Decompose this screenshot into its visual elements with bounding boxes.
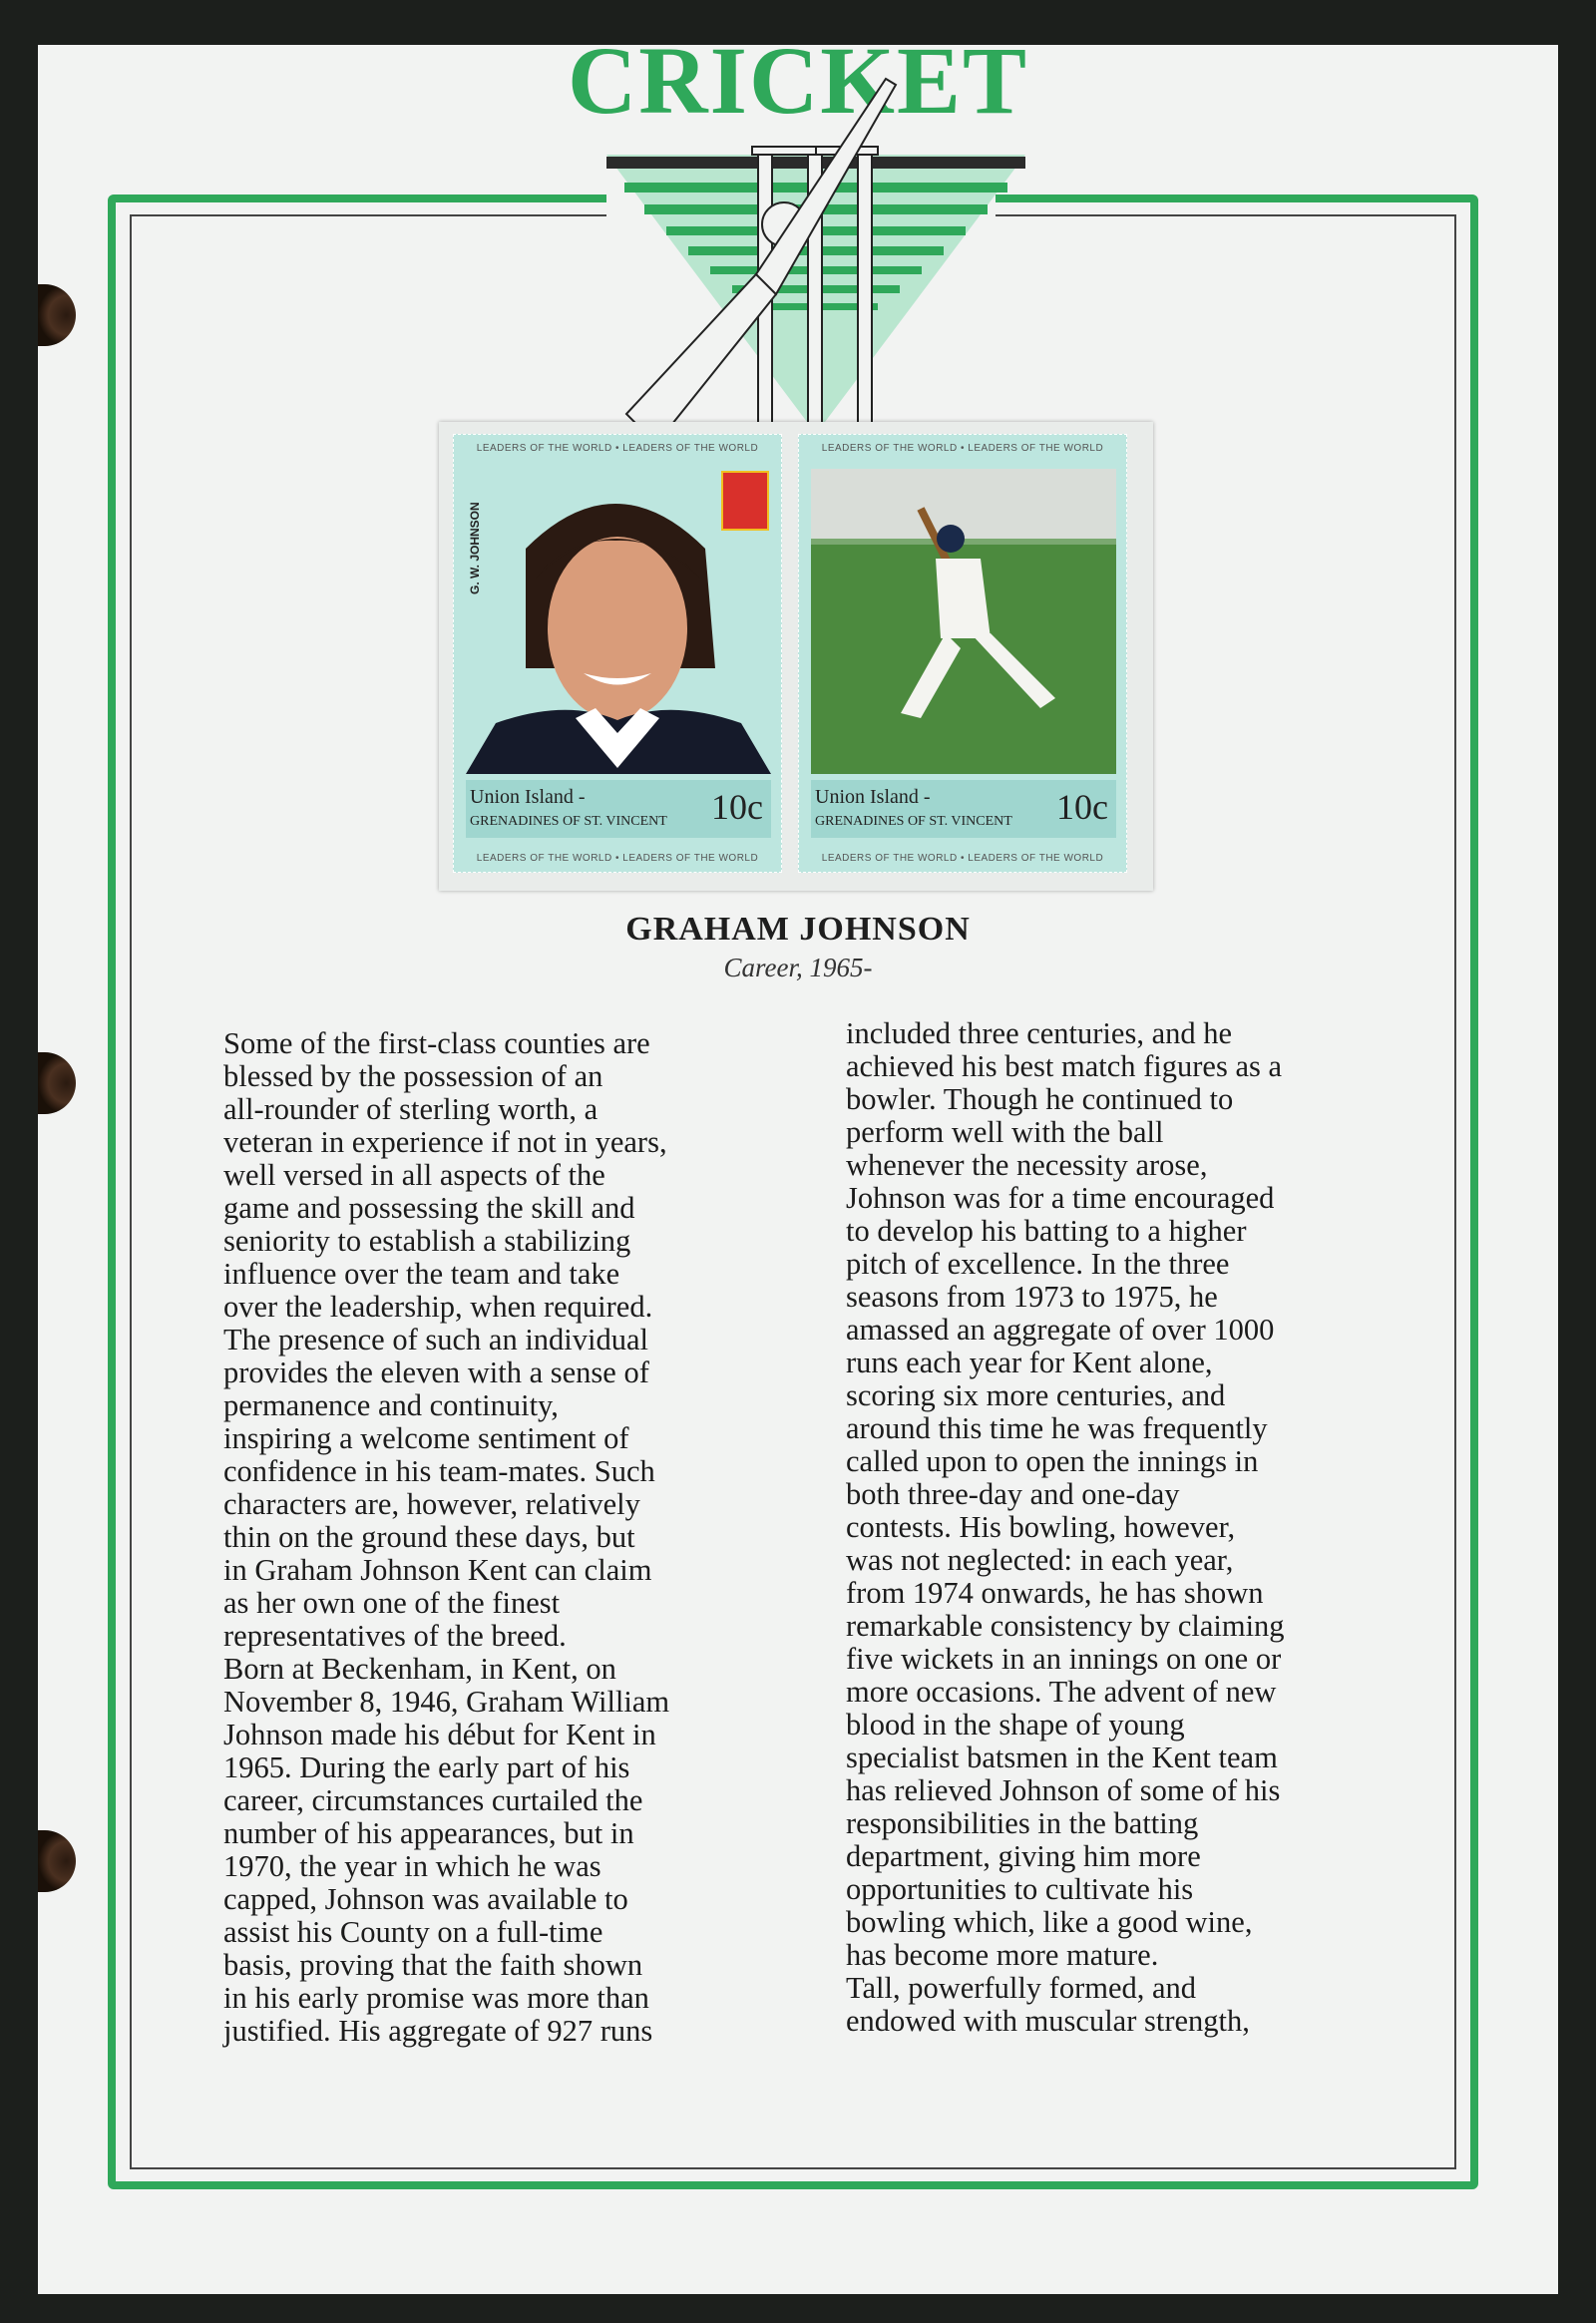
article-line: amassed an aggregate of over 1000 [846,1313,1275,1347]
article-line: specialist batsmen in the Kent team [846,1741,1278,1774]
article-line: pitch of excellence. In the three [846,1247,1230,1281]
batting-photo [811,469,1116,774]
article-line: endowed with muscular strength, [846,2004,1250,2038]
article-line: blood in the shape of young [846,1708,1185,1742]
article-line: perform well with the ball [846,1115,1164,1149]
article-line: opportunities to cultivate his [846,1872,1194,1906]
article-line: as her own one of the finest [223,1586,561,1620]
article-line: Johnson made his début for Kent in [223,1718,656,1751]
article-line: Tall, powerfully formed, and [846,1971,1197,2005]
stamp-issuer-sub: GRENADINES OF ST. VINCENT [470,814,667,829]
article-line: well versed in all aspects of the [223,1158,605,1192]
article-line: over the leadership, when required. [223,1290,653,1324]
article-line: more occasions. The advent of new [846,1675,1277,1709]
stamp-value: 10c [711,787,763,827]
article-line: seasons from 1973 to 1975, he [846,1280,1218,1314]
page-title: CRICKET [567,45,1029,115]
binder-hole [38,1052,76,1114]
article-line: confidence in his team-mates. Such [223,1454,655,1488]
article-line: all-rounder of sterling worth, a [223,1092,598,1126]
article-line: whenever the necessity arose, [846,1148,1208,1182]
article-line: veteran in experience if not in years, [223,1125,667,1159]
stamp-vertical-name: G. W. JOHNSON [468,502,482,594]
career-subtitle: Career, 1965- [723,953,873,982]
stamp-leaders-top: LEADERS OF THE WORLD • LEADERS OF THE WORLD [821,443,1104,454]
article-line: blessed by the possession of an [223,1059,603,1093]
article-line: Born at Beckenham, in Kent, on [223,1652,616,1686]
article-line: to develop his batting to a higher [846,1214,1247,1248]
article-line: from 1974 onwards, he has shown [846,1576,1264,1610]
article-line: included three centuries, and he [846,1016,1233,1050]
stamp-label [466,780,771,838]
article-line: representatives of the breed. [223,1619,567,1653]
article-column-left [223,1027,669,2048]
article-line: contests. His bowling, however, [846,1510,1236,1544]
binder-hole [38,1830,76,1892]
kent-crest-icon [721,471,769,531]
binder-hole [38,284,76,346]
article-line: basis, proving that the faith shown [223,1948,643,1982]
stamp-portrait [453,434,782,873]
article-line: justified. His aggregate of 927 runs [223,2014,653,2048]
article-line: bowling which, like a good wine, [846,1905,1253,1939]
stamp-value: 10c [1056,787,1108,827]
stamp-issuer: Union Island - [815,786,931,808]
article-line: responsibilities in the batting [846,1806,1199,1840]
article-line: called upon to open the innings in [846,1444,1259,1478]
article-line: bowler. Though he continued to [846,1082,1234,1116]
article-line: number of his appearances, but in [223,1816,634,1850]
article-line: five wickets in an innings on one or [846,1642,1282,1676]
article-line: thin on the ground these days, but [223,1520,635,1554]
article-line: in his early promise was more than [223,1981,649,2015]
article-line: in Graham Johnson Kent can claim [223,1553,652,1587]
player-name: GRAHAM JOHNSON [625,911,971,948]
article-line: provides the eleven with a sense of [223,1355,649,1389]
article-line: runs each year for Kent alone, [846,1346,1213,1379]
article-line: characters are, however, relatively [223,1487,640,1521]
article-line: The presence of such an individual [223,1323,649,1356]
article-line: inspiring a welcome sentiment of [223,1421,629,1455]
article-line: remarkable consistency by claiming [846,1609,1285,1643]
article-line: has relieved Johnson of some of his [846,1773,1281,1807]
article-line: assist his County on a full-time [223,1915,603,1949]
stamp-issuer: Union Island - [470,786,586,808]
article-line: capped, Johnson was available to [223,1882,628,1916]
article-line: Johnson was for a time encouraged [846,1181,1275,1215]
stamp-label [811,780,1116,838]
article-line: permanence and continuity, [223,1388,559,1422]
article-line: seniority to establish a stabilizing [223,1224,631,1258]
article-line: around this time he was frequently [846,1411,1268,1445]
article-line: department, giving him more [846,1839,1201,1873]
stamp-action [798,434,1127,873]
article-line: was not neglected: in each year, [846,1543,1234,1577]
article-line: game and possessing the skill and [223,1191,635,1225]
stamp-leaders-top: LEADERS OF THE WORLD • LEADERS OF THE WORLD [476,443,759,454]
article-line: Some of the first-class counties are [223,1026,650,1060]
cricket-bat-wickets-icon [567,75,1065,464]
album-page [38,45,1558,2294]
article-line: career, circumstances curtailed the [223,1783,643,1817]
stamp-leaders-bottom: LEADERS OF THE WORLD • LEADERS OF THE WORLD [476,853,759,864]
article-line: has become more mature. [846,1938,1159,1972]
article-column-right [846,1017,1285,2038]
article-line: 1970, the year in which he was [223,1849,601,1883]
article-line: both three-day and one-day [846,1477,1180,1511]
stamp-pair [439,422,1153,891]
stamp-issuer-sub: GRENADINES OF ST. VINCENT [815,814,1012,829]
article-line: achieved his best match figures as a [846,1049,1283,1083]
stamp-leaders-bottom: LEADERS OF THE WORLD • LEADERS OF THE WORLD [821,853,1104,864]
article-line: November 8, 1946, Graham William [223,1685,670,1719]
article-line: scoring six more centuries, and [846,1378,1226,1412]
article-line: influence over the team and take [223,1257,620,1291]
article-line: 1965. During the early part of his [223,1750,630,1784]
